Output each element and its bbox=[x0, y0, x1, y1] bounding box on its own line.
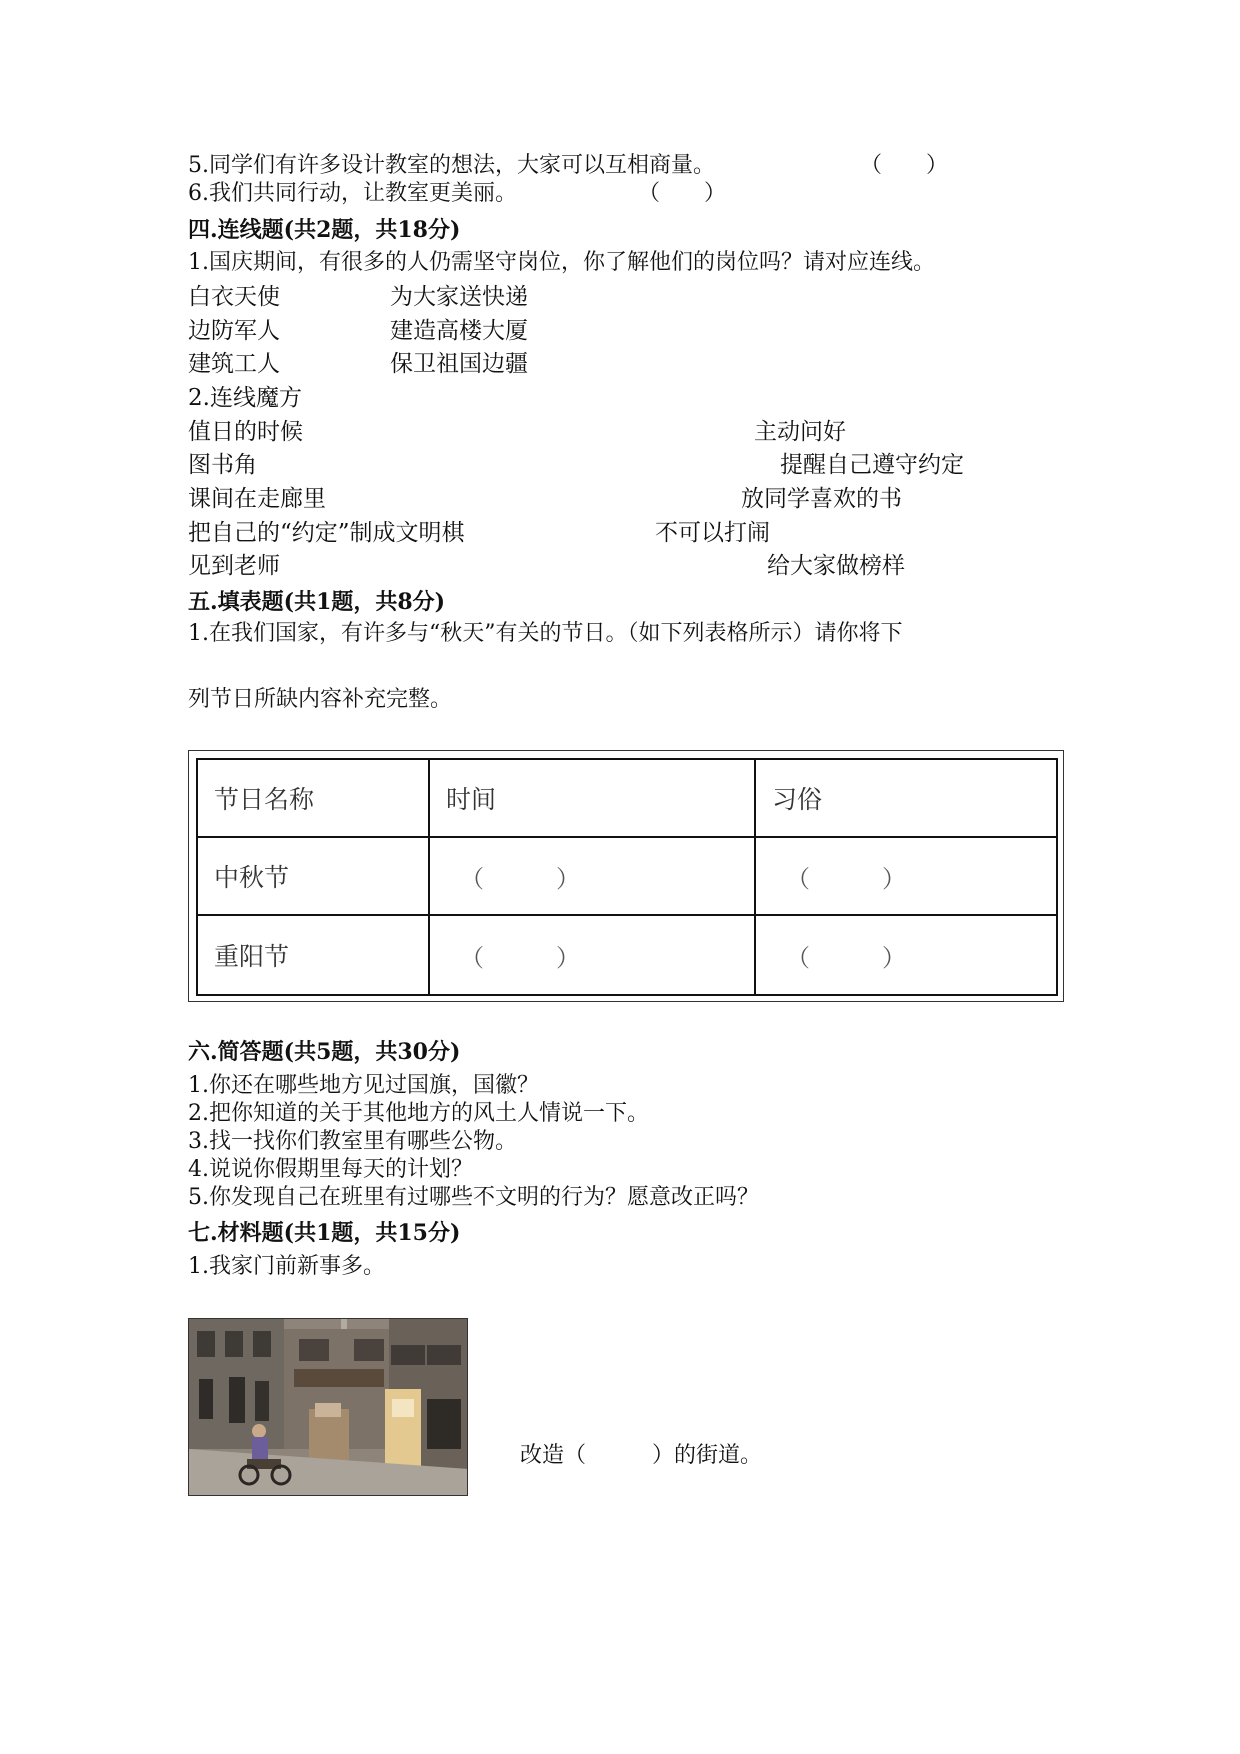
question-text: 1.在我们国家，有许多与“秋天”有关的节日。（如下列表格所示）请你将下 bbox=[188, 621, 903, 646]
match-right-item: 保卫祖国边疆 bbox=[390, 351, 528, 377]
table-answer-cell[interactable]: （ ） bbox=[429, 837, 755, 915]
match-left-item: 值日的时候 bbox=[188, 419, 303, 445]
question-text: 2.连线魔方 bbox=[188, 385, 302, 411]
match-right-item: 不可以打闹 bbox=[655, 520, 770, 546]
table-header-row bbox=[197, 759, 1057, 837]
old-street-photo bbox=[188, 1318, 468, 1496]
question-text: 3.找一找你们教室里有哪些公物。 bbox=[188, 1129, 517, 1154]
section-heading: 七.材料题(共1题，共15分) bbox=[188, 1220, 461, 1246]
question-text: 列节日所缺内容补充完整。 bbox=[188, 687, 453, 712]
table-header-cell: 节日名称 bbox=[197, 759, 429, 837]
question-text: 2.把你知道的关于其他地方的风土人情说一下。 bbox=[188, 1101, 649, 1126]
section-heading: 五.填表题(共1题，共8分) bbox=[188, 589, 446, 615]
section-heading: 四.连线题(共2题，共18分) bbox=[188, 217, 461, 243]
section-heading: 六.简答题(共5题，共30分) bbox=[188, 1039, 461, 1065]
question-text: 5.你发现自己在班里有过哪些不文明的行为？愿意改正吗？ bbox=[188, 1185, 759, 1210]
question-text: 1.国庆期间，有很多的人仍需坚守岗位，你了解他们的岗位吗？请对应连线。 bbox=[188, 250, 935, 275]
table-answer-cell[interactable]: （ ） bbox=[755, 837, 1057, 915]
match-right-item: 提醒自己遵守约定 bbox=[780, 452, 964, 478]
match-left-item: 图书角 bbox=[188, 452, 257, 478]
question-text: 1.我家门前新事多。 bbox=[188, 1254, 385, 1279]
festival-table bbox=[196, 758, 1058, 996]
match-right-item: 给大家做榜样 bbox=[767, 553, 905, 579]
answer-blank[interactable]: （ ） bbox=[638, 181, 727, 206]
match-right-item: 放同学喜欢的书 bbox=[741, 486, 902, 512]
question-5: 5.同学们有许多设计教室的想法，大家可以互相商量。 bbox=[188, 153, 715, 178]
question-text: 4.说说你假期里每天的计划？ bbox=[188, 1157, 473, 1182]
answer-blank[interactable]: （ ） bbox=[860, 153, 949, 178]
table-cell: 中秋节 bbox=[197, 837, 429, 915]
match-left-item: 课间在走廊里 bbox=[188, 486, 326, 512]
match-left-item: 见到老师 bbox=[188, 553, 280, 579]
match-left-item: 把自己的“约定”制成文明棋 bbox=[188, 520, 465, 546]
match-left-item: 建筑工人 bbox=[188, 351, 280, 377]
question-text: 1.你还在哪些地方见过国旗，国徽？ bbox=[188, 1073, 539, 1098]
question-6: 6.我们共同行动，让教室更美丽。 bbox=[188, 181, 517, 206]
match-left-item: 边防军人 bbox=[188, 318, 280, 344]
photo-caption: 改造（ ）的街道。 bbox=[520, 1443, 763, 1468]
match-right-item: 主动问好 bbox=[754, 419, 846, 445]
match-right-item: 建造高楼大厦 bbox=[390, 318, 528, 344]
table-cell: 重阳节 bbox=[197, 915, 429, 995]
table-answer-cell[interactable]: （ ） bbox=[429, 915, 755, 995]
match-right-item: 为大家送快递 bbox=[390, 284, 528, 310]
table-header-cell: 习俗 bbox=[755, 759, 1057, 837]
table-row bbox=[197, 915, 1057, 995]
table-header-cell: 时间 bbox=[429, 759, 755, 837]
match-left-item: 白衣天使 bbox=[188, 284, 280, 310]
table-answer-cell[interactable]: （ ） bbox=[755, 915, 1057, 995]
table-row bbox=[197, 837, 1057, 915]
